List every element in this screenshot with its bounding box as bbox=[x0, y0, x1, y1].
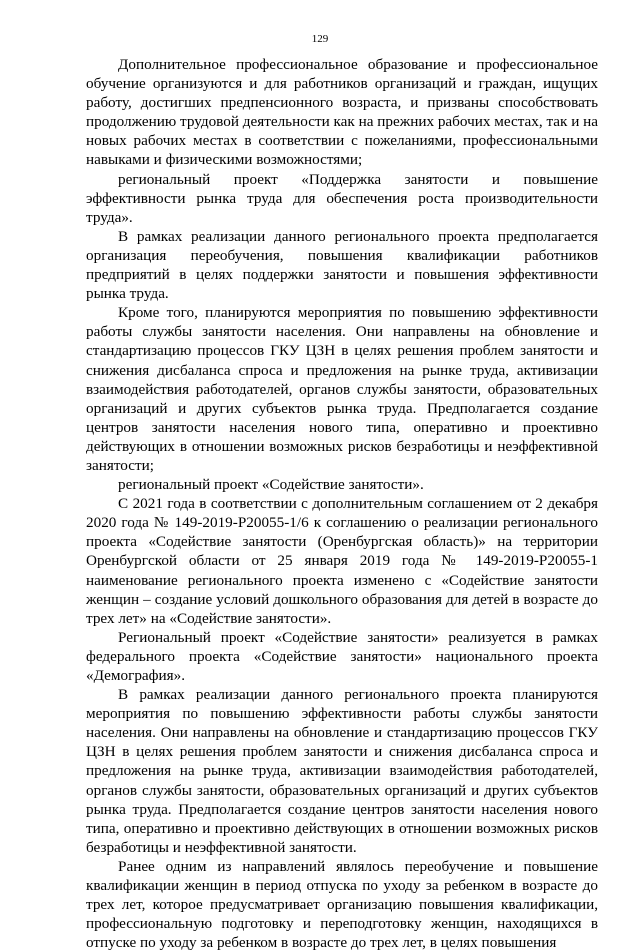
paragraph: Региональный проект «Содействие занятости» реализуется в рамках федерального проекта «Содействие занятости» национального проекта «Демография». bbox=[86, 628, 598, 684]
paragraph: региональный проект «Поддержка занятости и повышение эффективности рынка труда для обеспечения роста производительности труда». bbox=[86, 170, 598, 226]
paragraph: В рамках реализации данного регионального проекта предполагается организация переобучения, повышения квалификации работников предприятий в целях поддержки занятости и повышения эффективности рынка труда. bbox=[86, 227, 598, 303]
paragraph: В рамках реализации данного регионального проекта планируются мероприятия по повышению эффективности работы службы занятости населения. Они направлены на обновление и стандартизацию процессов ГКУ ЦЗН в целях решения проблем занятости и снижения дисбаланса спроса и предложения на рынке труда, активизации взаимодействия работодателей, органов службы занятости, образовательных организаций и других субъектов рынка труда. Предполагается создание центров занятости населения нового типа, оперативно и проективно действующих в отношении возможных рисков безработицы и неэффективной занятости. bbox=[86, 686, 598, 856]
page-number: 129 bbox=[311, 33, 329, 45]
document-body bbox=[86, 55, 598, 952]
paragraph: С 2021 года в соответствии с дополнительным соглашением от 2 декабря 2020 года № 149-2019-Р20055-1/6 к соглашению о реализации регионального проекта «Содействие занятости (Оренбургская область)» на территории Оренбургской области от 25 января 2019 года № 149-2019-Р20055-1 наименование регионального проекта изменено с «Содействие занятости женщин – создание условий дошкольного образования для детей в возрасте до трех лет» на «Содействие занятости». bbox=[86, 495, 598, 627]
paragraph: Дополнительное профессиональное образование и профессиональное обучение организуются и для работников организаций и граждан, ищущих работу, достигших предпенсионного возраста, и призваны способствовать продолжению трудовой деятельности как на прежних рабочих местах, так и на новых рабочих местах в соответствии с пожеланиями, профессиональными навыками и физическими возможностями; bbox=[86, 56, 599, 169]
paragraph: региональный проект «Содействие занятости». bbox=[118, 476, 424, 494]
paragraph: Ранее одним из направлений являлось переобучение и повышение квалификации женщин в период отпуска по уходу за ребенком в возрасте до трех лет, которое предусматривает организацию повышения квалификации, профессиональную подготовку и переподготовку женщин, находящихся в отпуске по уходу за ребенком в возрасте до трех лет, в целях повышения bbox=[86, 857, 598, 952]
paragraph: Кроме того, планируются мероприятия по повышению эффективности работы службы занятости населения. Они направлены на обновление и стандартизацию процессов ГКУ ЦЗН в целях решения проблем занятости и снижения дисбаланса спроса и предложения на рынке труда, активизации взаимодействия работодателей, органов службы занятости, образовательных организаций и других субъектов рынка труда. Предполагается создание центров занятости населения нового типа, оперативно и проективно действующих в отношении возможных рисков безработицы и неэффективной занятости; bbox=[86, 304, 598, 474]
